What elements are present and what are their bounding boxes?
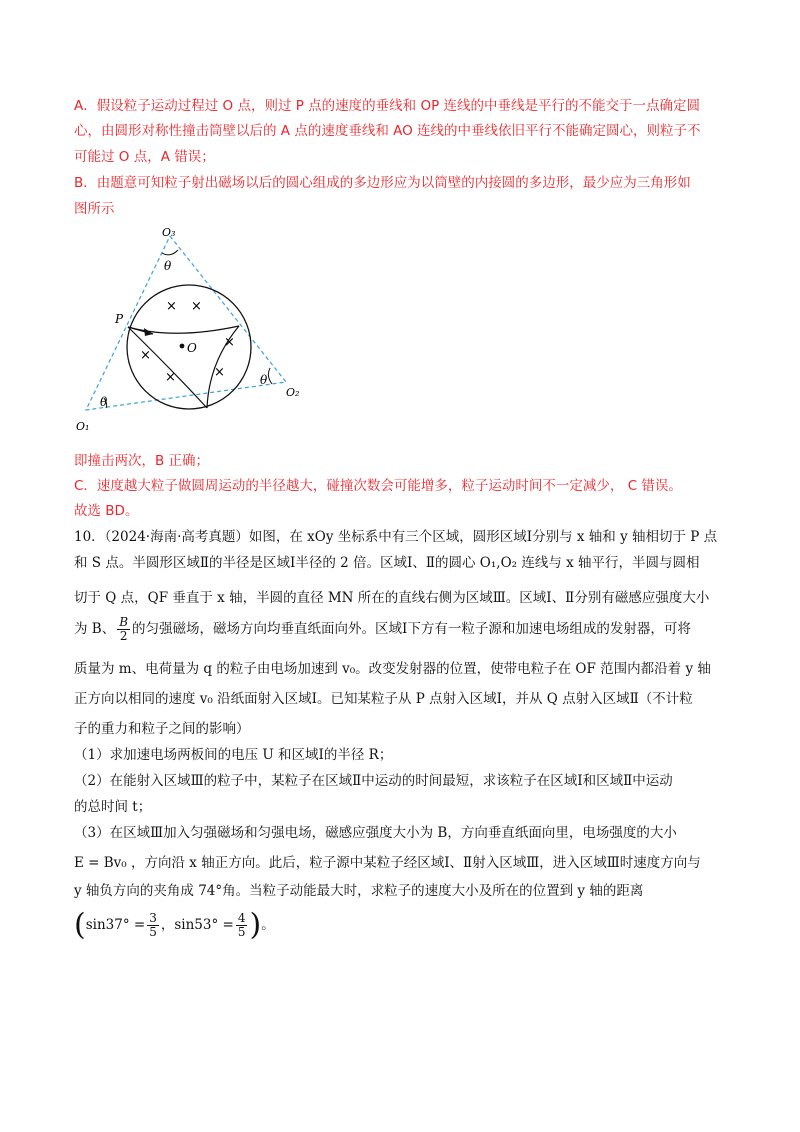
sin53-label: ，sin53° =: [160, 917, 234, 933]
sentence-end: 。: [261, 917, 275, 933]
solution-line-5: 图所示: [74, 201, 115, 217]
theta-o1: θ: [100, 395, 108, 409]
trajectory-arc-3: [128, 327, 207, 408]
theta-arc-o3: [162, 250, 178, 255]
question-2-line-2: 的总时间 t；: [74, 799, 152, 815]
solution-line-4: B．由题意可知粒子射出磁场以后的圆心组成的多边形应为以筒壁的内接圆的多边形，最少应为三角形如: [74, 175, 691, 191]
f1-den: 5: [149, 925, 157, 939]
triangle-circle-figure: [74, 222, 304, 437]
theta-arc-o2: [268, 368, 272, 384]
question-1: （1）求加速电场两板间的电压 U 和区域Ⅰ的半径 R；: [74, 747, 393, 763]
center-dot: [180, 344, 185, 349]
solution-line-7: C．速度越大粒子做圆周运动的半径越大，碰撞次数会可能增多，粒子运动时间不一定减少， C 错误。: [74, 478, 682, 494]
problem-line-3: 切于 Q 点，QF 垂直于 x 轴，半圆的直径 MN 所在的直线右侧为区域Ⅲ。区域Ⅰ、Ⅱ分别有磁感应强度大小: [74, 590, 710, 606]
theta-o3: θ: [164, 259, 172, 273]
solution-line-8: 故选 BD。: [74, 503, 139, 519]
label-p: P: [115, 312, 124, 326]
f1-num: 3: [149, 911, 157, 925]
solution-line-3: 可能过 O 点，A 错误；: [74, 149, 215, 165]
line4-post: 的匀强磁场，磁场方向均垂直纸面向外。区域Ⅰ下方有一粒子源和加速电场组成的发射器，可将: [132, 621, 691, 637]
sin37-label: sin37° =: [85, 917, 146, 933]
label-o1: O₁: [76, 420, 90, 433]
sin-values-line: [74, 905, 275, 945]
solution-line-2: 心，由圆形对称性撞击筒壁以后的 A 点的速度垂线和 AO 连线的中垂线依旧平行不能确定圆心，则粒子不: [74, 123, 701, 139]
problem-line-5: 质量为 m、电荷量为 q 的粒子由电场加速到 v₀。改变发射器的位置，使带电粒子在 OF 范围内都沿着 y 轴: [74, 661, 711, 677]
line4-pre: 为 B、: [74, 621, 116, 637]
question-3-line-2: E = Bv₀ ，方向沿 x 轴正方向。此后，粒子源中某粒子经区域Ⅰ、Ⅱ射入区域Ⅲ，进入区域Ⅲ时速度方向与: [74, 855, 701, 871]
problem-line-7: 子的重力和粒子之间的影响）: [74, 721, 250, 737]
problem-line-6: 正方向以相同的速度 v₀ 沿纸面射入区域Ⅰ。已知某粒子从 P 点射入区域Ⅰ，并从 Q 点射入区域Ⅱ（不计粒: [74, 691, 693, 707]
cross-3: ×: [224, 335, 235, 350]
question-3-line-3: y 轴负方向的夹角成 74°角。当粒子动能最大时，求粒子的速度大小及所在的位置到 y 轴的距离: [74, 883, 644, 899]
problem-line-4: [74, 614, 691, 644]
question-2-line-1: （2）在能射入区域Ⅲ的粒子中，某粒子在区域Ⅱ中运动的时间最短，求该粒子在区域Ⅰ和区域Ⅱ中运动: [74, 773, 673, 789]
cross-2: ×: [191, 299, 202, 314]
fraction-3-5: [147, 912, 159, 939]
label-o2: O₂: [286, 386, 300, 399]
question-3-line-1: （3）在区域Ⅲ加入匀强磁场和匀强电场，磁感应强度大小为 B，方向垂直纸面向里，电场强度的大小: [74, 825, 677, 841]
figure-svg: [74, 222, 304, 437]
label-o: O: [187, 341, 197, 355]
solution-line-6: 即撞击两次，B 正确；: [74, 453, 210, 469]
cross-1: ×: [166, 299, 177, 314]
b-over-2-fraction: [117, 616, 130, 643]
solution-line-1: A．假设粒子运动过程过 O 点，则过 P 点的速度的垂线和 OP 连线的中垂线是平行的不能交于一点确定圆: [74, 98, 701, 114]
cross-6: ×: [165, 370, 176, 385]
f2-den: 5: [237, 925, 246, 939]
paren-right: ): [249, 907, 262, 943]
paren-left: (: [74, 907, 86, 943]
frac-num: B: [119, 615, 129, 629]
fraction-4-5: [236, 912, 248, 939]
problem-line-2: 和 S 点。半圆形区域Ⅱ的半径是区域Ⅰ半径的 2 倍。区域Ⅰ、Ⅱ的圆心 O₁,O₂ 连线与 x 轴平行，半圆与圆相: [74, 555, 700, 571]
f2-num: 4: [237, 911, 246, 925]
theta-o2: θ: [260, 373, 268, 387]
frac-den: 2: [119, 629, 128, 643]
cross-5: ×: [214, 365, 225, 380]
cross-4: ×: [140, 348, 151, 363]
problem-line-1: 10．（2024·海南·高考真题）如图，在 xOy 坐标系中有三个区域，圆形区域Ⅰ分别与 x 轴和 y 轴相切于 P 点: [74, 529, 718, 545]
label-o3: O₃: [162, 226, 176, 239]
